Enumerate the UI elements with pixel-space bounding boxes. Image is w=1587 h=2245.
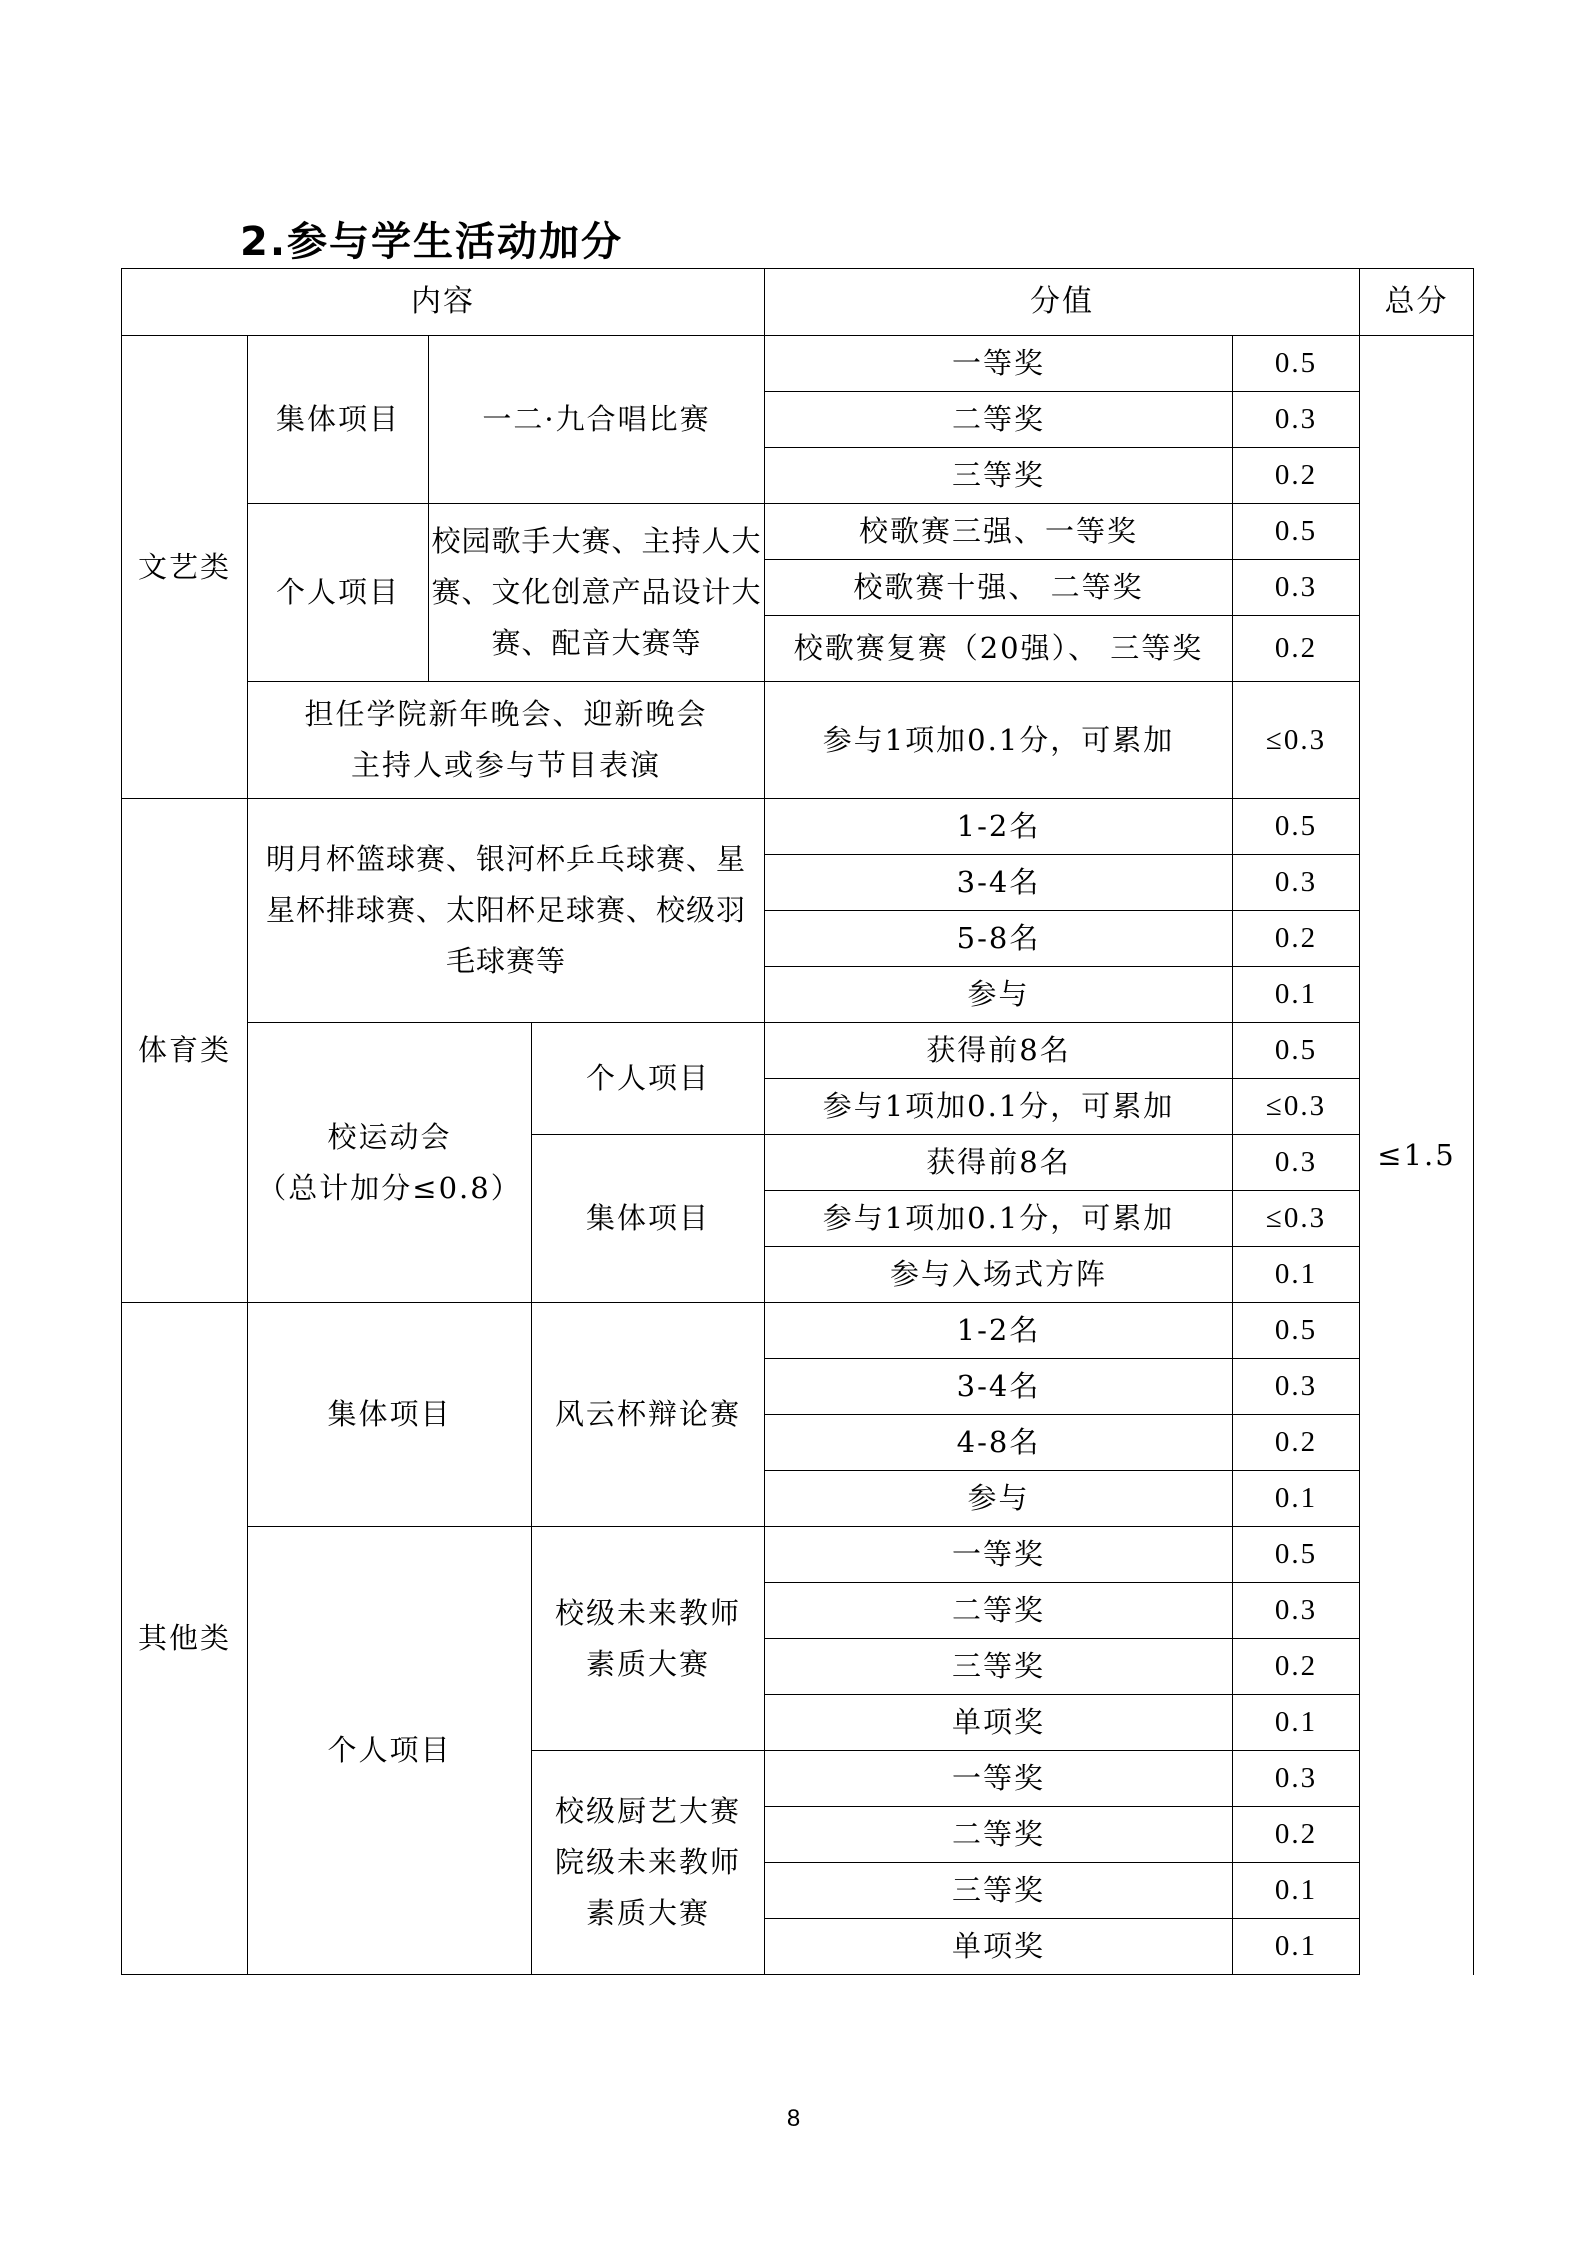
sports-meet-individual-type: 个人项目: [532, 1023, 765, 1135]
level-cell: 二等奖: [765, 392, 1233, 448]
level-cell: 校歌赛复赛（20强）、 三等奖: [765, 616, 1233, 682]
others-cooking-name-line: 校级厨艺大赛: [554, 1794, 741, 1829]
score-cell: 0.1: [1233, 1919, 1360, 1975]
page-number: 8: [786, 2105, 801, 2132]
level-cell: 参与: [765, 1471, 1233, 1527]
score-cell: 0.3: [1233, 1135, 1360, 1191]
level-cell: 参与1项加0.1分，可累加: [765, 1079, 1233, 1135]
level-cell: 参与: [765, 967, 1233, 1023]
arts-individual-type: 个人项目: [248, 504, 429, 682]
sports-meet-title: 校运动会: [327, 1119, 452, 1154]
level-cell: 一等奖: [765, 1751, 1233, 1807]
others-group-type: 集体项目: [248, 1303, 532, 1527]
section-title: 2.参与学生活动加分: [240, 219, 624, 265]
header-score: 分值: [765, 269, 1360, 336]
level-cell: 二等奖: [765, 1807, 1233, 1863]
score-cell: 0.1: [1233, 1863, 1360, 1919]
table-row: [122, 336, 1474, 392]
score-cell: 0.3: [1233, 1359, 1360, 1415]
score-cell: 0.2: [1233, 616, 1360, 682]
others-group-name: 风云杯辩论赛: [532, 1303, 765, 1527]
score-cell: 0.5: [1233, 336, 1360, 392]
level-cell: 一等奖: [765, 1527, 1233, 1583]
score-cell: 0.3: [1233, 560, 1360, 616]
arts-group-type: 集体项目: [248, 336, 429, 504]
level-cell: 3-4名: [765, 1359, 1233, 1415]
level-cell: 校歌赛三强、一等奖: [765, 504, 1233, 560]
table-row: [122, 799, 1474, 855]
category-arts: 文艺类: [122, 336, 248, 799]
level-cell: 单项奖: [765, 1695, 1233, 1751]
arts-group-name: 一二·九合唱比赛: [429, 336, 765, 504]
score-cell: 0.5: [1233, 1303, 1360, 1359]
score-cell: 0.3: [1233, 392, 1360, 448]
level-cell: 获得前8名: [765, 1023, 1233, 1079]
arts-host-name-line: 主持人或参与节目表演: [350, 748, 661, 782]
level-cell: 参与入场式方阵: [765, 1247, 1233, 1303]
table-header-row: [122, 269, 1474, 336]
level-cell: 二等奖: [765, 1583, 1233, 1639]
table-row: [122, 1527, 1474, 1583]
level-cell: 参与1项加0.1分，可累加: [765, 682, 1233, 799]
score-cell: ≤0.3: [1233, 1079, 1360, 1135]
level-cell: 参与1项加0.1分，可累加: [765, 1191, 1233, 1247]
level-cell: 三等奖: [765, 1639, 1233, 1695]
others-teacher-name: [532, 1527, 765, 1751]
level-cell: 三等奖: [765, 448, 1233, 504]
level-cell: 5-8名: [765, 911, 1233, 967]
score-cell: 0.2: [1233, 911, 1360, 967]
score-cell: 0.1: [1233, 967, 1360, 1023]
score-table: [121, 268, 1474, 1975]
level-cell: 3-4名: [765, 855, 1233, 911]
arts-host-name: [248, 682, 765, 799]
score-cell: 0.2: [1233, 448, 1360, 504]
category-sports: 体育类: [122, 799, 248, 1303]
level-cell: 4-8名: [765, 1415, 1233, 1471]
level-cell: 1-2名: [765, 1303, 1233, 1359]
score-cell: 0.2: [1233, 1807, 1360, 1863]
level-cell: 校歌赛十强、 二等奖: [765, 560, 1233, 616]
arts-host-name-line: 担任学院新年晚会、迎新晚会: [304, 697, 708, 732]
table-row: [122, 504, 1474, 560]
score-cell: 0.5: [1233, 799, 1360, 855]
table-row: [122, 1023, 1474, 1079]
others-cooking-name-line: 素质大赛: [585, 1895, 710, 1930]
header-total: 总分: [1360, 269, 1474, 336]
score-cell: 0.3: [1233, 1751, 1360, 1807]
score-cell: 0.2: [1233, 1415, 1360, 1471]
table-row: [122, 1303, 1474, 1359]
score-cell: 0.2: [1233, 1639, 1360, 1695]
score-cell: 0.1: [1233, 1471, 1360, 1527]
others-individual-type: 个人项目: [248, 1527, 532, 1975]
score-cell: 0.5: [1233, 1527, 1360, 1583]
score-cell: 0.1: [1233, 1695, 1360, 1751]
sports-meet-note: （总计加分≤0.8）: [257, 1170, 522, 1205]
total-score: ≤1.5: [1360, 336, 1474, 1975]
score-cell: 0.1: [1233, 1247, 1360, 1303]
score-cell: 0.5: [1233, 504, 1360, 560]
others-teacher-name-line: 校级未来教师: [554, 1595, 741, 1630]
level-cell: 一等奖: [765, 336, 1233, 392]
level-cell: 三等奖: [765, 1863, 1233, 1919]
header-content: 内容: [122, 269, 765, 336]
score-cell: 0.3: [1233, 855, 1360, 911]
score-cell: 0.3: [1233, 1583, 1360, 1639]
sports-ball-name: 明月杯篮球赛、银河杯乒乓球赛、星星杯排球赛、太阳杯足球赛、校级羽毛球赛等: [248, 799, 765, 1023]
score-cell: ≤0.3: [1233, 1191, 1360, 1247]
arts-individual-name: 校园歌手大赛、主持人大赛、文化创意产品设计大赛、配音大赛等: [429, 504, 765, 682]
score-cell: 0.5: [1233, 1023, 1360, 1079]
others-cooking-name-line: 院级未来教师: [554, 1845, 741, 1880]
level-cell: 单项奖: [765, 1919, 1233, 1975]
level-cell: 1-2名: [765, 799, 1233, 855]
sports-meet-name: [248, 1023, 532, 1303]
score-cell: ≤0.3: [1233, 682, 1360, 799]
sports-meet-group-type: 集体项目: [532, 1135, 765, 1303]
category-others: 其他类: [122, 1303, 248, 1975]
table-row: [122, 682, 1474, 799]
level-cell: 获得前8名: [765, 1135, 1233, 1191]
others-cooking-name: [532, 1751, 765, 1975]
others-teacher-name-line: 素质大赛: [585, 1646, 710, 1681]
